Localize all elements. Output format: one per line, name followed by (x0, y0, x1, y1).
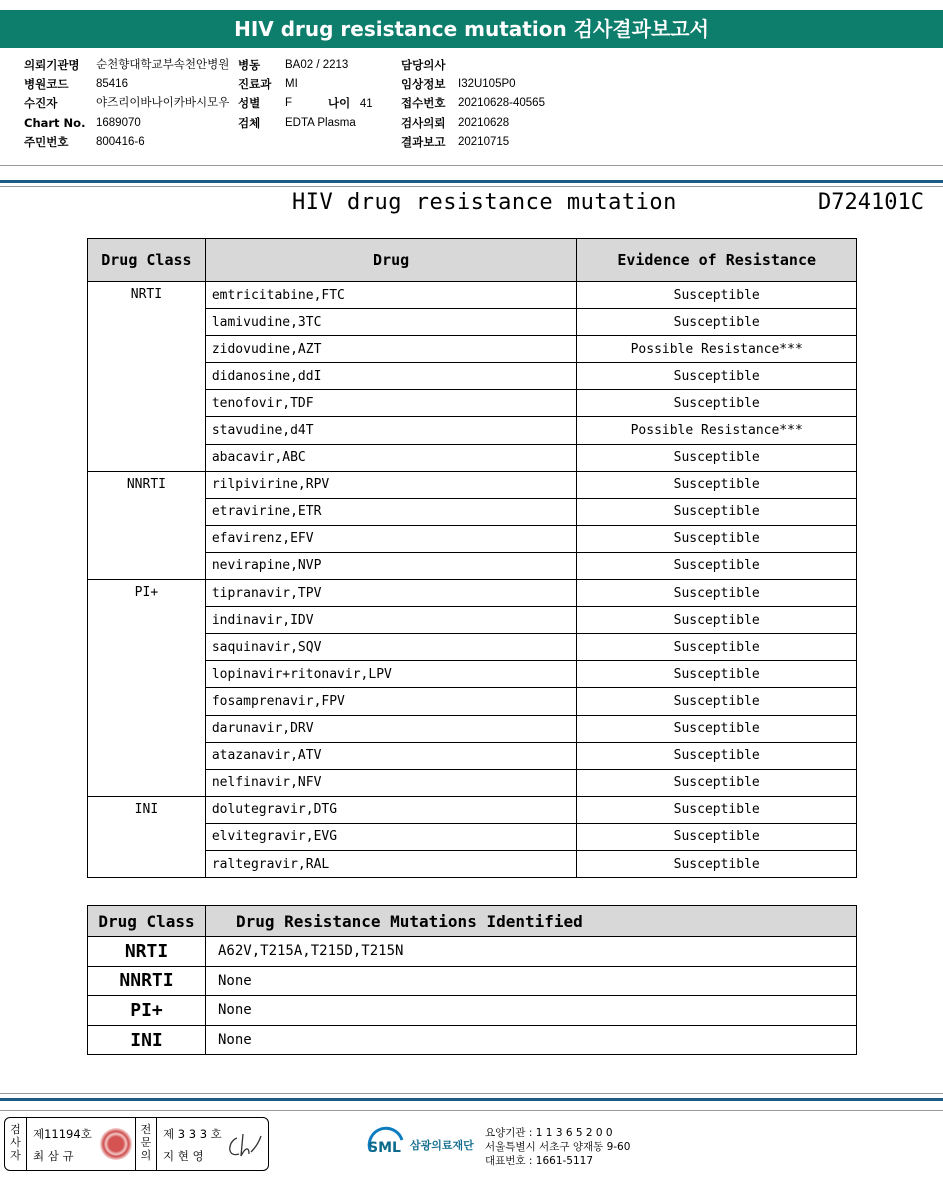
official-seal (100, 1128, 132, 1160)
drug-cell: nelfinavir,NFV (205, 769, 577, 796)
info-value: 20210628-40565 (458, 97, 545, 110)
column-header: Drug Class (88, 906, 206, 937)
mutations-cell: None (206, 1025, 857, 1055)
evidence-cell: Susceptible (577, 769, 857, 796)
specialist-number: 제 3 3 3 호 (163, 1127, 222, 1141)
info-label: 수진자 (24, 96, 58, 111)
evidence-cell: Susceptible (577, 715, 857, 742)
drug-cell: lamivudine,3TC (205, 309, 577, 336)
info-row (238, 75, 398, 94)
info-value: 85416 (96, 78, 128, 91)
drug-cell: raltegravir,RAL (205, 850, 577, 877)
evidence-cell: Possible Resistance*** (577, 336, 857, 363)
tester-label: 검 사 자 (5, 1118, 27, 1170)
report-title: HIV drug resistance mutation (292, 190, 677, 215)
evidence-cell: Susceptible (577, 498, 857, 525)
evidence-cell: Susceptible (577, 607, 857, 634)
evidence-cell: Susceptible (577, 444, 857, 471)
info-label: 병원코드 (24, 77, 69, 92)
drug-class-cell: PI+ (88, 996, 206, 1026)
signature (223, 1128, 263, 1162)
info-label: 병동 (238, 58, 261, 72)
info-value: 야즈리이바나이카바시모우 (96, 97, 230, 110)
table-row (88, 471, 857, 498)
info-row (401, 75, 661, 94)
drug-class-cell: INI (88, 1025, 206, 1055)
info-value: 20210715 (458, 135, 510, 148)
info-value: 20210628 (458, 116, 510, 129)
info-row (238, 56, 398, 75)
evidence-cell: Susceptible (577, 634, 857, 661)
drug-cell: saquinavir,SQV (205, 634, 577, 661)
info-row (24, 56, 254, 75)
info-row (401, 94, 661, 113)
drug-class-cell: NRTI (88, 937, 206, 967)
info-row (24, 114, 254, 133)
drug-cell: tenofovir,TDF (205, 390, 577, 417)
info-value: 1689070 (96, 116, 141, 129)
table-row (88, 966, 857, 996)
patient-info-right (401, 56, 661, 152)
mutations-cell: None (206, 996, 857, 1026)
drug-cell: etravirine,ETR (205, 498, 577, 525)
mutations-table (87, 905, 857, 1055)
evidence-cell: Possible Resistance*** (577, 417, 857, 444)
column-header: Drug Resistance Mutations Identified (206, 906, 857, 937)
drug-cell: abacavir,ABC (205, 444, 577, 471)
drug-cell: efavirenz,EFV (205, 525, 577, 552)
drug-cell: lopinavir+ritonavir,LPV (205, 661, 577, 688)
info-value: MI (285, 78, 298, 91)
evidence-cell: Susceptible (577, 661, 857, 688)
report-banner-title: HIV drug resistance mutation 검사결과보고서 (0, 10, 943, 48)
divider (0, 180, 943, 183)
table-row (88, 937, 857, 967)
age-value: 41 (359, 98, 373, 110)
drug-cell: darunavir,DRV (205, 715, 577, 742)
divider (0, 1098, 943, 1101)
evidence-cell: Susceptible (577, 796, 857, 823)
info-row (24, 75, 254, 94)
evidence-cell: Susceptible (577, 309, 857, 336)
tester-number: 제11194호 (33, 1127, 92, 1141)
info-label: 주민번호 (24, 134, 69, 149)
resistance-table (87, 238, 857, 878)
drug-class-cell: NNRTI (88, 471, 206, 579)
info-label: 담당의사 (401, 58, 446, 72)
info-row (401, 133, 661, 152)
info-row (24, 94, 254, 113)
info-row (238, 94, 398, 113)
evidence-cell: Susceptible (577, 471, 857, 498)
address-line: 대표번호 : 1661-5117 (485, 1155, 594, 1167)
drug-cell: rilpivirine,RPV (205, 471, 577, 498)
drug-cell: didanosine,ddI (205, 363, 577, 390)
info-row (238, 114, 398, 133)
divider (0, 165, 943, 166)
info-label: 접수번호 (401, 96, 446, 111)
evidence-cell: Susceptible (577, 363, 857, 390)
table-row (88, 996, 857, 1026)
info-value: I32U105P0 (458, 78, 516, 91)
evidence-cell: Susceptible (577, 688, 857, 715)
drug-cell: indinavir,IDV (205, 607, 577, 634)
drug-class-cell: INI (88, 796, 206, 877)
drug-class-cell: NNRTI (88, 966, 206, 996)
patient-info-left (24, 56, 254, 152)
evidence-cell: Susceptible (577, 580, 857, 607)
evidence-cell: Susceptible (577, 742, 857, 769)
drug-cell: dolutegravir,DTG (205, 796, 577, 823)
organization-name: 삼광의료재단 (410, 1139, 474, 1152)
specialist-label: 전 문 의 (135, 1118, 157, 1170)
specialist-name: 지 현 영 (163, 1149, 204, 1163)
evidence-cell: Susceptible (577, 552, 857, 579)
mutations-cell: None (206, 966, 857, 996)
address-line: 서울특별시 서초구 양재동 9-60 (485, 1141, 631, 1153)
patient-info-middle (238, 56, 398, 133)
drug-cell: atazanavir,ATV (205, 742, 577, 769)
table-row (88, 580, 857, 607)
info-row (401, 56, 661, 75)
info-value: 순천향대학교부속천안병원 (96, 59, 230, 71)
info-value: BA02 / 2213 (285, 59, 349, 71)
report-code: D724101C (818, 190, 924, 215)
patient-age (328, 95, 373, 111)
address-line: 요양기관 : 1 1 3 6 5 2 0 0 (485, 1127, 613, 1139)
divider (0, 186, 943, 187)
info-value: 800416-6 (96, 135, 145, 148)
drug-cell: elvitegravir,EVG (205, 823, 577, 850)
info-label: 진료과 (238, 77, 272, 92)
drug-class-cell: PI+ (88, 580, 206, 797)
age-label: 나이 (328, 96, 351, 110)
signature-box (4, 1117, 269, 1171)
drug-cell: tipranavir,TPV (205, 580, 577, 607)
tester-name: 최 삼 규 (33, 1149, 74, 1163)
info-label: 임상정보 (401, 77, 446, 92)
column-header: Drug Class (88, 239, 206, 282)
info-row (24, 133, 254, 152)
info-label: 검사의뢰 (401, 115, 446, 130)
drug-cell: emtricitabine,FTC (205, 282, 577, 309)
divider (0, 1093, 943, 1094)
info-value: EDTA Plasma (285, 116, 356, 129)
evidence-cell: Susceptible (577, 850, 857, 877)
info-label: 성별 (238, 96, 261, 111)
info-label: Chart No. (24, 115, 86, 130)
info-label: 결과보고 (401, 134, 446, 149)
info-value: F (285, 97, 293, 110)
info-row (401, 114, 661, 133)
evidence-cell: Susceptible (577, 823, 857, 850)
info-label: 검체 (238, 115, 261, 130)
divider (0, 1110, 943, 1111)
mutations-cell: A62V,T215A,T215D,T215N (206, 937, 857, 967)
drug-class-cell: NRTI (88, 282, 206, 472)
evidence-cell: Susceptible (577, 525, 857, 552)
sml-logo-icon (366, 1124, 406, 1164)
column-header: Drug (205, 239, 577, 282)
table-row (88, 282, 857, 309)
drug-cell: nevirapine,NVP (205, 552, 577, 579)
table-row (88, 796, 857, 823)
evidence-cell: Susceptible (577, 390, 857, 417)
organization-address (485, 1126, 630, 1168)
drug-cell: stavudine,d4T (205, 417, 577, 444)
drug-cell: fosamprenavir,FPV (205, 688, 577, 715)
evidence-cell: Susceptible (577, 282, 857, 309)
info-label: 의뢰기관명 (24, 58, 80, 72)
column-header: Evidence of Resistance (577, 239, 857, 282)
drug-cell: zidovudine,AZT (205, 336, 577, 363)
table-row (88, 1025, 857, 1055)
logo-text: SML (368, 1140, 401, 1156)
